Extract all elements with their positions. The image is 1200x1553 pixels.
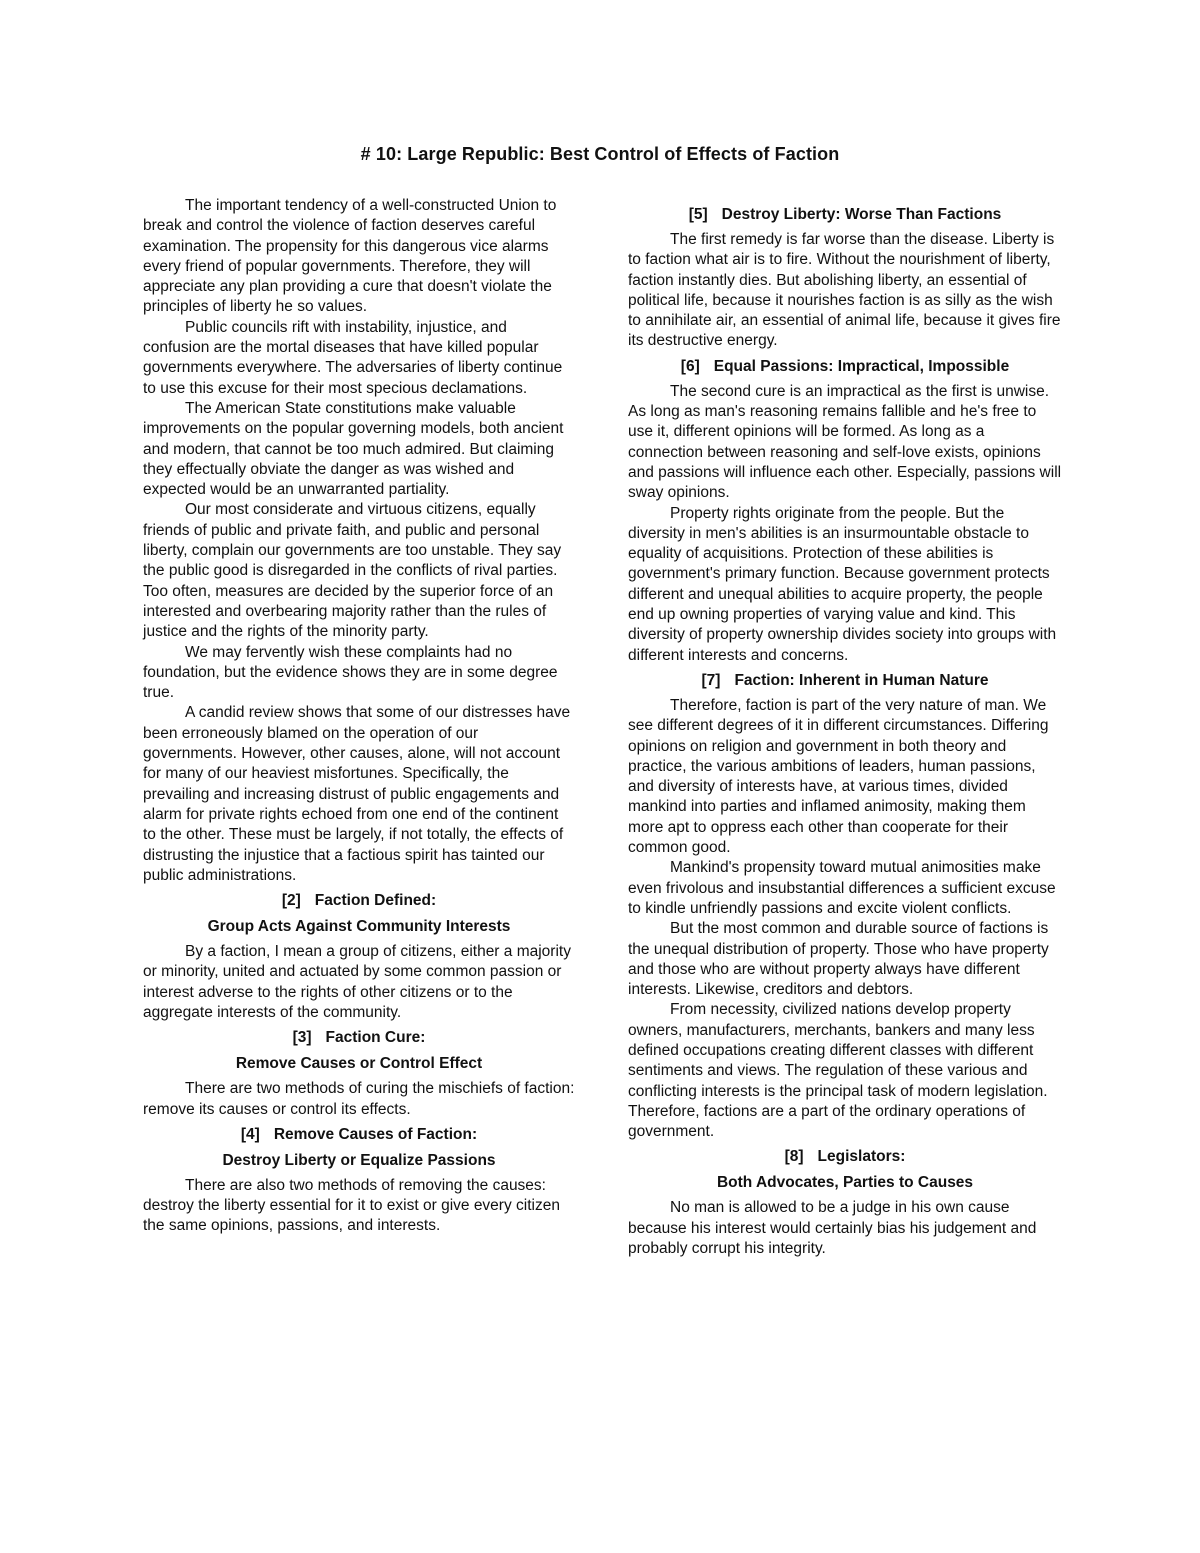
paragraph: Mankind's propensity toward mutual animosities make even frivolous and insubstantial differences a sufficient excuse to kindle unfriendly passions and excite violent conflicts.: [628, 859, 1056, 917]
section-heading-5: [628, 204, 1062, 226]
right-column: [628, 200, 1062, 1259]
paragraph: No man is allowed to be a judge in his own cause because his interest would certainly bias his judgement and probably corrupt his integrity.: [628, 1199, 1037, 1258]
section-heading-7: [628, 670, 1062, 692]
section-number: [3]: [292, 1029, 312, 1047]
paragraph: But the most common and durable source of factions is the unequal distribution of property. Those who have property and those who are without property always have different interests. Likewise, creditors and debtors.: [628, 920, 1049, 999]
section-subheading-3: Remove Causes or Control Effect: [235, 1055, 483, 1073]
section-title: Equal Passions: Impractical, Impossible: [713, 357, 1010, 375]
section-number: [7]: [701, 671, 721, 689]
section-number: [6]: [680, 357, 700, 375]
section-number: [4]: [240, 1125, 260, 1143]
paragraph: A candid review shows that some of our distresses have been erroneously blamed on the operation of our governments. However, other causes, alone, will not account for many of our heaviest misfortunes. Specifically, the prevailing and increasing distrust of public engagements and alarm for private rights echoed from one end of the continent to the other. These must be largely, if not totally, the effects of distrusting the injustice that a factious spirit has tainted our public administrations.: [143, 704, 571, 884]
section-subheading-4: Destroy Liberty or Equalize Passions: [222, 1151, 496, 1169]
paragraph: Property rights originate from the people. But the diversity in men's abilities is an insurmountable obstacle to equality of acquisitions. Protection of these abilities is government's primary function. Because government protects different and unequal abilities to acquire property, the people end up owning properties of varying value and kind. This diversity of property ownership divides society into groups with different interests and concerns.: [628, 504, 1057, 664]
section-heading-4: [143, 1124, 575, 1146]
paragraph: The second cure is an impractical as the first is unwise. As long as man's reasoning remains fallible and he's free to use it, different opinions will be formed. As long as a connection between reasoning and self-love exists, opinions and passions will influence each other. Especially, passions will sway opinions.: [628, 382, 1062, 502]
section-subheading-8: Both Advocates, Parties to Causes: [716, 1174, 974, 1192]
paragraph: By a faction, I mean a group of citizens, either a majority or minority, united and actuated by some common passion or interest adverse to the rights of other citizens or to the aggregate interests of the community.: [143, 943, 571, 1021]
section-heading-3: [143, 1027, 575, 1049]
paragraph: There are also two methods of removing the causes: destroy the liberty essential for it to exist or give every citizen the same opinions, passions, and interests.: [143, 1176, 560, 1235]
section-subheading-2: Group Acts Against Community Interests: [207, 918, 511, 936]
section-title: Faction: Inherent in Human Nature: [734, 671, 989, 689]
section-number: [2]: [281, 892, 301, 910]
paragraph: Public councils rift with instability, injustice, and confusion are the mortal diseases that have killed popular governments everywhere. The adversaries of liberty continue to use this excuse for their most specious declamations.: [143, 318, 563, 397]
paragraph: Therefore, faction is part of the very nature of man. We see different degrees of it in different circumstances. Differing opinions on religion and government in both theory and practice, the various ambitions of leaders, human passions, and diversity of interests have, at various times, divided mankind into parties and inflamed animosity, making them more apt to oppress each other than cooperate for their common good.: [628, 696, 1049, 857]
paragraph: Our most considerate and virtuous citizens, equally friends of public and private faith, and public and personal liberty, complain our governments are too unstable. They say the public good is disregarded in the conflicts of rival parties. Too often, measures are decided by the superior force of an interested and overbearing majority rather than the rules of justice and the rights of the minority party.: [143, 501, 562, 641]
section-heading-6: [628, 356, 1062, 378]
paragraph: We may fervently wish these complaints had no foundation, but the evidence shows they are in some degree true.: [143, 643, 558, 702]
section-number: [5]: [688, 206, 708, 223]
section-title: Faction Defined:: [314, 892, 437, 910]
page-title: # 10: Large Republic: Best Control of Effects of Faction: [360, 144, 840, 164]
section-heading-2: [143, 890, 575, 912]
left-column: [143, 196, 575, 1237]
paragraph: The first remedy is far worse than the disease. Liberty is to faction what air is to fire. Without the nourishment of liberty, faction instantly dies. But abolishing liberty, an essential of political life, because it nourishes faction is as silly as the wish to annihilate air, an essential of animal life, because it gives fire its destructive energy.: [628, 231, 1061, 350]
section-number: [8]: [784, 1148, 804, 1166]
paragraph: There are two methods of curing the mischiefs of faction: remove its causes or control its effects.: [143, 1080, 575, 1118]
paragraph: The American State constitutions make valuable improvements on the popular governing models, both ancient and modern, that cannot be too much admired. But claiming they effectually obviate the danger as was wished and expected would be an unwarranted partiality.: [143, 399, 564, 499]
section-title: Remove Causes of Faction:: [273, 1125, 478, 1143]
paragraph: From necessity, civilized nations develop property owners, manufacturers, merchants, bankers and many less defined occupations creating different classes with different sentiments and views. The regulation of these various and conflicting interests is the principal task of modern legislation. Therefore, factions are a part of the ordinary operations of government.: [628, 1001, 1048, 1141]
section-title: Faction Cure:: [325, 1029, 426, 1047]
section-heading-8: [628, 1146, 1062, 1168]
section-title: Destroy Liberty: Worse Than Factions: [721, 206, 1002, 223]
paragraph: The important tendency of a well-constructed Union to break and control the violence of faction deserves careful examination. The propensity for this dangerous vice alarms every friend of popular governments. Therefore, they will appreciate any plan providing a cure that doesn't violate the principles of liberty he so values.: [143, 197, 557, 316]
section-title: Legislators:: [817, 1148, 906, 1166]
